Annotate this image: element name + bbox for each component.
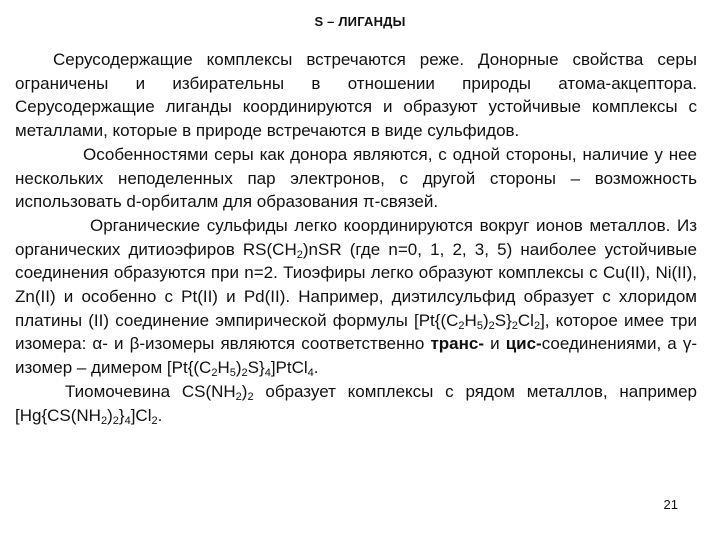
bold-term-cis: цис- — [505, 334, 542, 354]
text-run: H — [217, 358, 230, 378]
text-run: ) — [107, 405, 113, 425]
subscript: 2 — [458, 319, 465, 332]
text-run: Органические сульфиды легко координируются вокруг ионов металлов. Из органических дитиоэфиров RS(CH — [15, 215, 697, 259]
text-run: S} — [494, 310, 512, 330]
text-run: ) — [241, 381, 248, 401]
subscript: 2 — [211, 367, 218, 380]
text-run: ], которое имее три изомера: α- и β-изомеры являются соответственно — [15, 310, 697, 354]
text-run: образует комплексы с рядом металлов, например [Hg{CS(NH — [15, 381, 698, 425]
subscript: 2 — [151, 414, 158, 427]
subscript: 2 — [100, 414, 108, 427]
text-run: ]PtCl — [270, 358, 308, 378]
subscript: 5 — [476, 319, 483, 332]
text-run: S} — [247, 358, 265, 378]
text-run: ]Cl — [130, 405, 152, 425]
subscript: 4 — [307, 367, 314, 380]
text-run: . — [313, 358, 319, 378]
text-run: . — [157, 405, 163, 425]
subscript: 2 — [112, 414, 119, 427]
document-body — [15, 48, 697, 427]
paragraph-3 — [15, 214, 697, 380]
page-number: 21 — [663, 497, 678, 512]
subscript: 2 — [511, 319, 518, 332]
text-run: Тиомочевина CS(NH — [65, 381, 236, 401]
subscript: 2 — [533, 319, 541, 332]
text-run: } — [118, 405, 125, 425]
subscript: 2 — [241, 367, 248, 380]
text-run: H — [464, 310, 477, 330]
text-run: ) — [482, 310, 489, 330]
subscript: 4 — [264, 367, 271, 380]
text-run: соединениями, а γ-изомер – димером [Pt{(C — [15, 334, 697, 378]
subscript: 2 — [296, 248, 303, 261]
text-run: Cl — [517, 310, 534, 330]
text-run: и — [484, 334, 506, 354]
paragraph-2: Особенностями серы как донора являются, с одной стороны, наличие у нее нескольких неподеленных пар электронов, с другой стороны – возможность использовать d-орбиталм для образования π-связей. — [15, 144, 697, 212]
page-title: S – ЛИГАНДЫ — [314, 14, 406, 29]
bold-term-trans: транс- — [430, 334, 485, 354]
subscript: 2 — [488, 319, 495, 332]
paragraph-1: Серусодержащие комплексы встречаются реже. Донорные свойства серы ограничены и избирательны в отношении природы атома-акцептора. Серусодержащие лиганды координируются и образуют устойчивые комплексы с металлами, которые в природе встречаются в виде сульфидов. — [15, 50, 697, 141]
subscript: 4 — [124, 414, 131, 427]
text-run: )nSR (где n=0, 1, 2, 3, 5) наиболее устойчивые соединения образуются при n=2. Тиоэфиры легко образуют комплексы с Cu(II), Ni(II), Zn(II) и особенно с Pt(II) и Pd(II). Например, диэтилсульфид образует с хлоридом платины (II) соединение эмпирической формулы [Pt{(C — [15, 239, 697, 330]
paragraph-4 — [15, 380, 697, 427]
subscript: 2 — [235, 390, 242, 403]
subscript: 5 — [229, 367, 236, 380]
subscript: 2 — [247, 390, 254, 403]
text-run: ) — [235, 358, 242, 378]
